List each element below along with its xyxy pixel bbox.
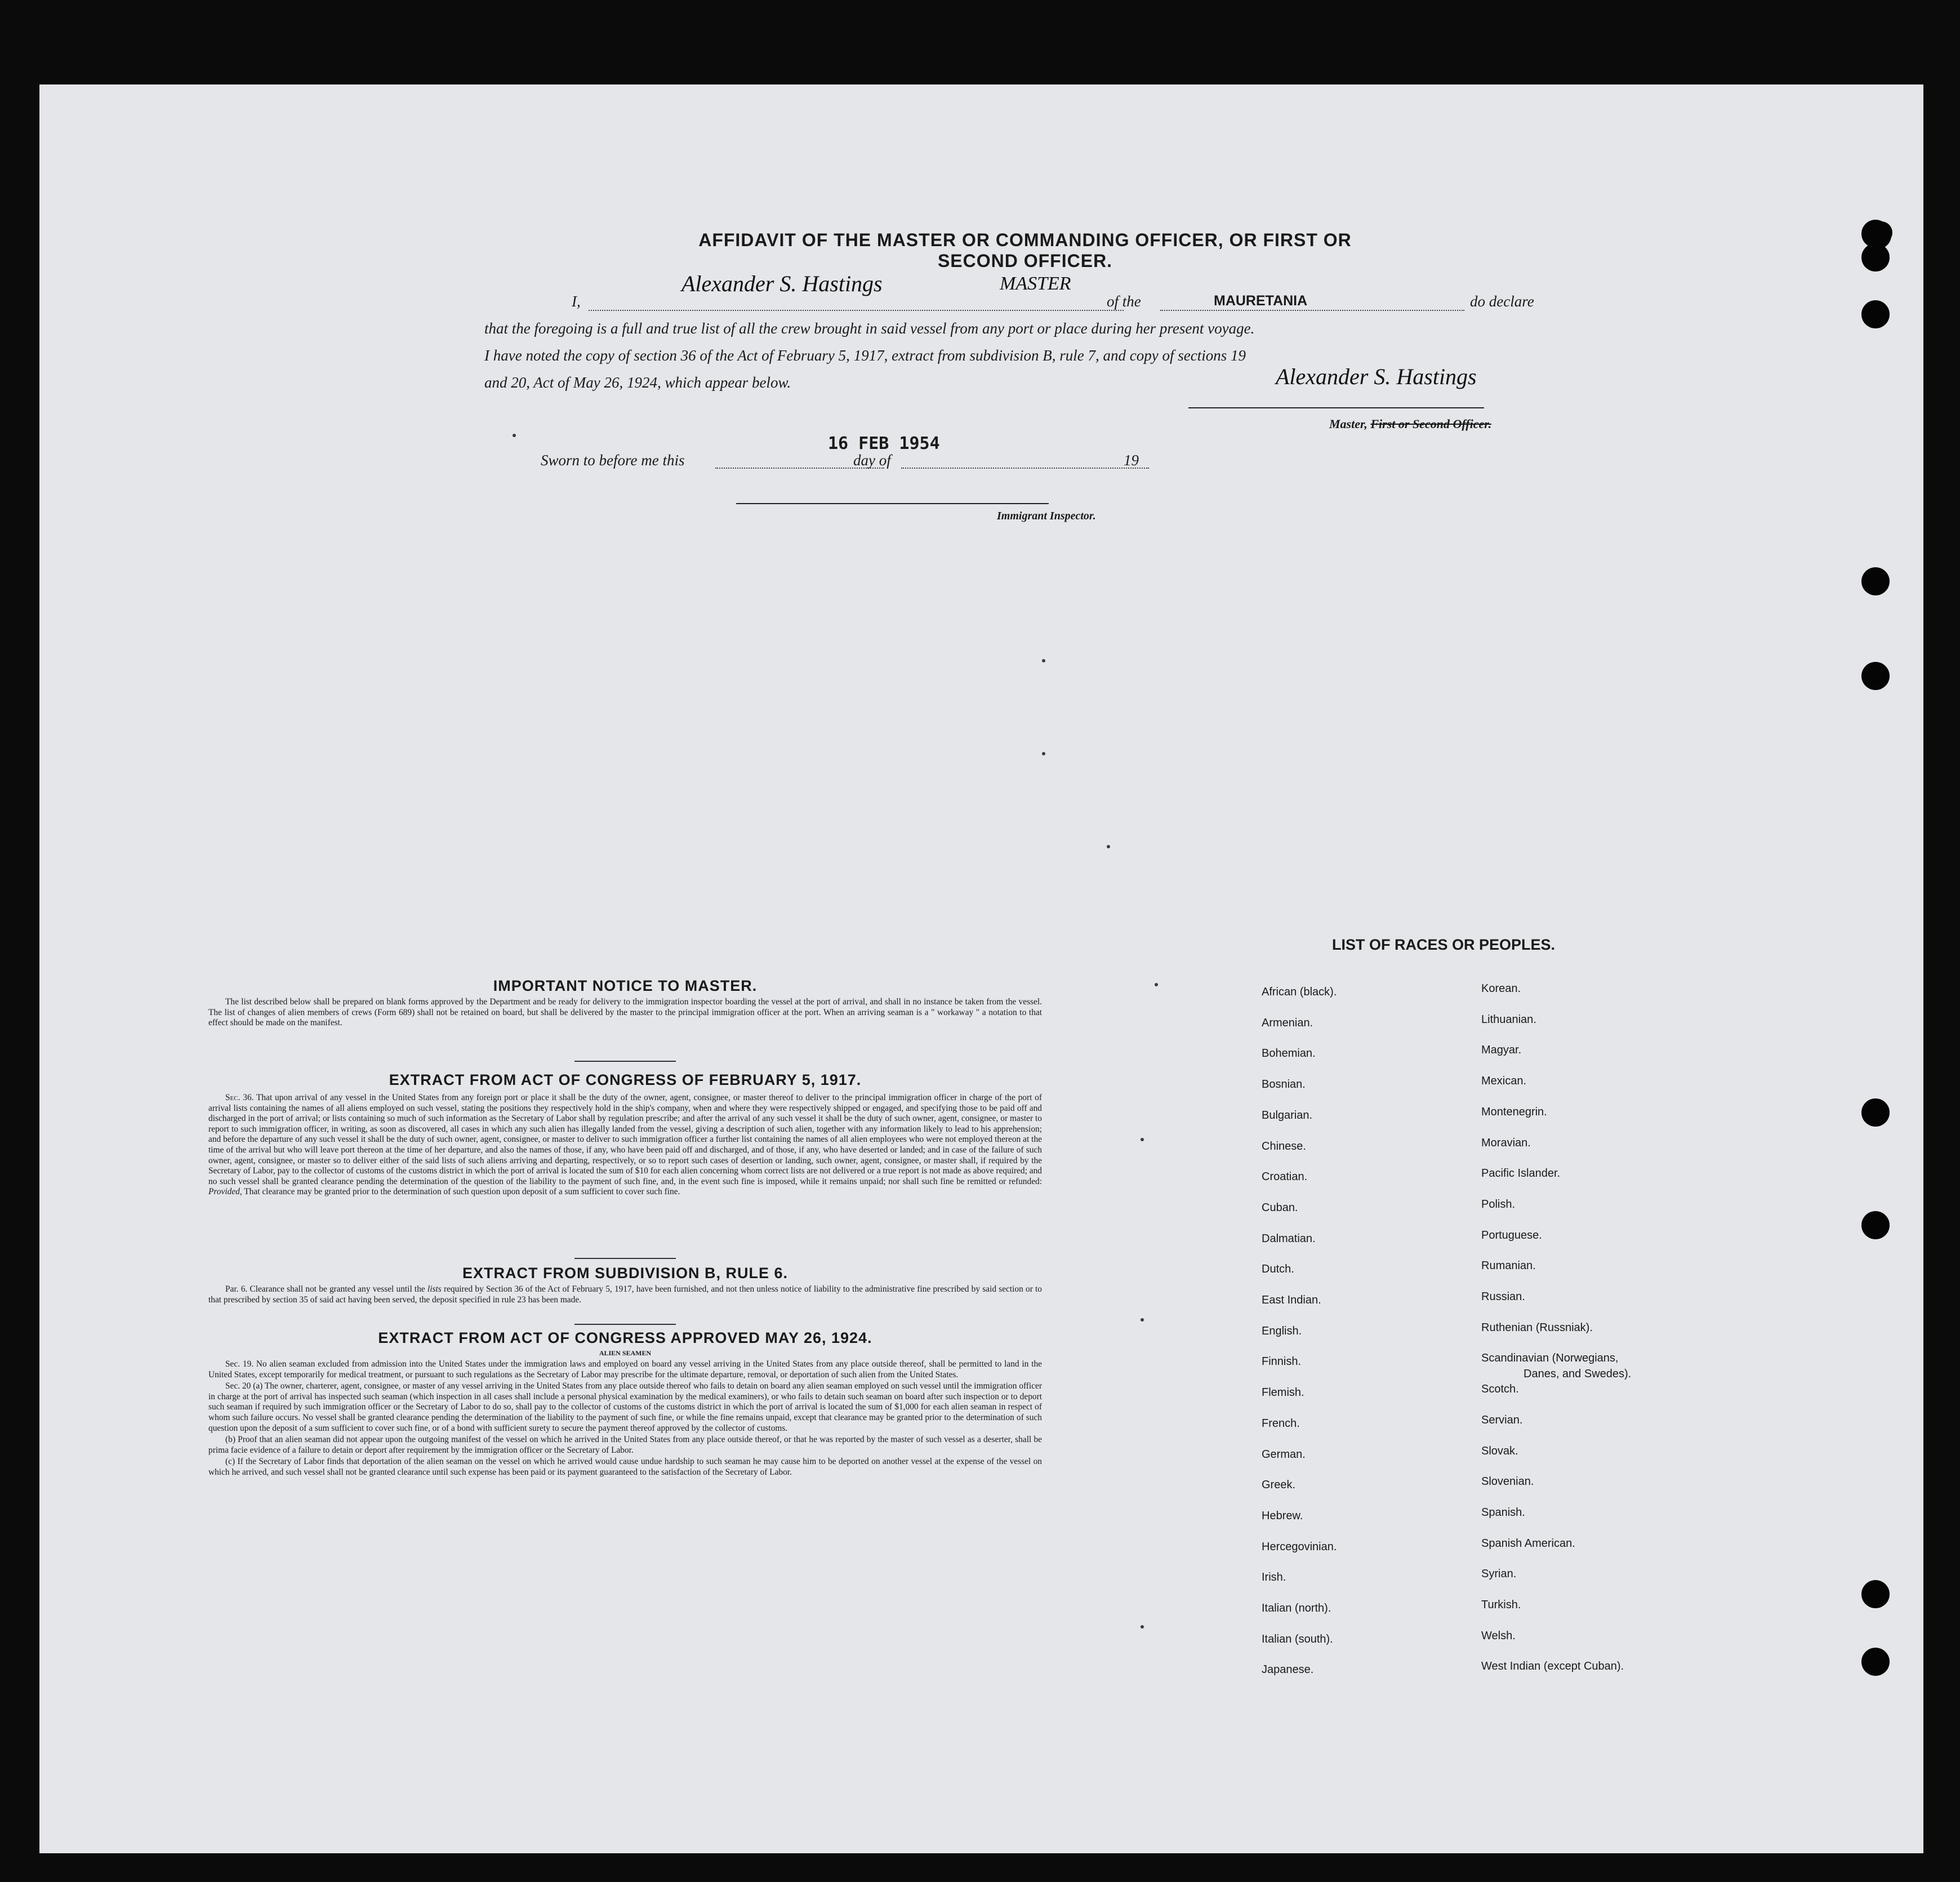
race-item: Finnish. [1262, 1355, 1302, 1368]
vessel-name: MAURETANIA [1214, 293, 1308, 309]
race-item: Hercegovinian. [1262, 1540, 1337, 1553]
master-signature-second: Alexander S. Hastings [1276, 364, 1477, 389]
sec36-label: Sec. 36. [225, 1093, 254, 1102]
race-item: Croatian. [1262, 1171, 1308, 1184]
notice-title: IMPORTANT NOTICE TO MASTER. [493, 977, 758, 994]
race-item: Lithuanian. [1481, 1013, 1536, 1026]
race-item: Servian. [1481, 1413, 1523, 1426]
race-item: Moravian. [1481, 1136, 1531, 1149]
provided-text: That clearance may be granted prior to the determination of such question upon deposit of a sum sufficient to cover such fine. [244, 1187, 680, 1197]
race-item: Pacific Islander. [1481, 1167, 1561, 1180]
race-item: Scotch. [1481, 1383, 1519, 1396]
race-item: Japanese. [1262, 1663, 1314, 1676]
extract-1924-text [208, 1359, 1042, 1479]
day-of-text: day of [853, 452, 891, 469]
punch-hole [1861, 1648, 1890, 1676]
race-item: Greek. [1262, 1479, 1296, 1492]
master-label: Master, [1329, 417, 1367, 431]
document-page [39, 84, 1923, 1853]
race-item: Portuguese. [1481, 1229, 1542, 1242]
master-signature: Alexander S. Hastings [681, 271, 883, 296]
race-item: Scandinavian (Norwegians, [1481, 1352, 1619, 1365]
provided-label: Provided, [208, 1187, 242, 1197]
affidavit-title: AFFIDAVIT OF THE MASTER OR COMMANDING OFFICER, OR FIRST OR SECOND OFFICER. [698, 230, 1352, 271]
race-item: Rumanian. [1481, 1260, 1536, 1273]
race-item: Chinese. [1262, 1140, 1306, 1153]
alien-seamen-subtitle: ALIEN SEAMEN [599, 1349, 652, 1357]
sec20a-text: Sec. 20 (a) The owner, charterer, agent, consignee, or master of any vessel arriving in the United States from any place outside thereof who fails to detain on board any alien seaman employed on such vessel until the immigration officer in charge at the port of arrival has inspected such seaman (which inspection in all cases shall include a personal physical examination by the medical examiners), or who fails to detain such seaman on board after such inspection or to deport such seaman if required by such immigration officer or the Secretary of Labor to do so, shall pay to the collector of customs of the customs district in which the port of arrival is located the sum of $1,000 for each alien seaman in respect of whom such failure occurs. No vessel shall be granted clearance pending the determination of the liability to the payment of such fine, or while the fine remains unpaid, except that clearance may be granted prior to the determination of such question upon the deposit of a sum sufficient to cover such fine, or of a bond with sufficient surety to secure the payment thereof approved by the collector of customs. [208, 1381, 1042, 1433]
struck-officer-label: First or Second Officer. [1370, 417, 1492, 431]
race-item: African (black). [1262, 986, 1337, 998]
race-item: Cuban. [1262, 1201, 1298, 1214]
race-item: Italian (north). [1262, 1602, 1331, 1614]
race-item: Bulgarian. [1262, 1109, 1313, 1122]
race-item: French. [1262, 1417, 1300, 1430]
extract-1917-text [208, 1093, 1042, 1199]
race-item: Welsh. [1481, 1629, 1516, 1642]
affidavit-line1-prefix: I, [572, 293, 581, 310]
race-item: Slovenian. [1481, 1475, 1534, 1488]
punch-hole [1861, 300, 1890, 328]
race-item: Spanish. [1481, 1506, 1525, 1519]
punch-hole [1861, 662, 1890, 690]
punch-hole [1861, 243, 1890, 272]
race-item: Mexican. [1481, 1075, 1527, 1088]
race-item: German. [1262, 1448, 1306, 1461]
sec19-text: Sec. 19. No alien seaman excluded from admission into the United States under the immigration laws and employed on board any vessel arriving in the United States from any place outside thereof, shall be permitted to land in the United States, except temporarily for medical treatment, or pursuant to such regulations as the Secretary of Labor may prescribe for the ultimate departure, removal, or deportation of such alien from the United States. [208, 1359, 1042, 1380]
race-item: Bohemian. [1262, 1047, 1316, 1060]
race-item: Ruthenian (Russniak). [1481, 1321, 1593, 1334]
notice-text [208, 997, 1042, 1030]
races-title: LIST OF RACES OR PEOPLES. [1332, 936, 1556, 953]
race-item: Korean. [1481, 982, 1521, 995]
affidavit-line2: that the foregoing is a full and true list of all the crew brought in said vessel from any port or place during her present voyage. [484, 320, 1255, 337]
punch-hole [1861, 1211, 1890, 1239]
sec20c-text: (c) If the Secretary of Labor finds that deportation of the alien seaman on the vessel on which he arrived would cause undue hardship to such seaman he may cause him to be deported on another vessel at the expense of the vessel on which he arrived, and such vessel shall not be granted clearance until such expense has been paid or its payment guaranteed to the satisfaction of the Secretary of Labor. [208, 1457, 1042, 1477]
inspector-label: Immigrant Inspector. [997, 510, 1096, 522]
punch-hole [1861, 1098, 1890, 1127]
race-item: Syrian. [1481, 1568, 1517, 1581]
race-item: Flemish. [1262, 1386, 1304, 1399]
race-right-continuation: Danes, and Swedes). [1524, 1368, 1632, 1380]
affidavit-line3: I have noted the copy of section 36 of the Act of February 5, 1917, extract from subdivision B, rule 7, and copy of sections 19 [484, 347, 1246, 364]
race-item: Bosnian. [1262, 1078, 1306, 1091]
race-item: Dalmatian. [1262, 1232, 1316, 1245]
subdivision-text [208, 1284, 1042, 1306]
extract-1924-title: EXTRACT FROM ACT OF CONGRESS APPROVED MAY 26, 1924. [378, 1329, 872, 1346]
race-item: East Indian. [1262, 1294, 1321, 1306]
subdivision-text-a: Par. 6. Clearance shall not be granted any vessel until the [225, 1284, 425, 1294]
race-item: Russian. [1481, 1291, 1525, 1303]
race-item: Dutch. [1262, 1263, 1294, 1276]
sec36-text: That upon arrival of any vessel in the United States from any foreign port or place it shall be the duty of the owner, agent, consignee, or master thereof to deliver to the principal immigration officer in charge of the port of arrival lists containing the names of all aliens employed on such vessel, stating the positions they respectively hold in the ship's company, when and where they were respectively shipped or engaged, and specifying those to be paid off and discharged in the port of arrival; or lists containing so much of such information as the Secretary of Labor shall by regulation prescribe; and after the arrival of any such vessel it shall be the duty of such owner, agent, consignee, or master to report to such immigration officer, in writing, as soon as discovered, all cases in which any such alien has illegally landed from the vessel, giving a description of such alien, together with any information likely to lead to his apprehension; and before the departure of any such vessel it shall be the duty of such owner, agent, consignee, or master to deliver to such immigration officer a further list containing the names of all alien employees who were not employed thereon at the time of the arrival but who will leave port thereon at the time of her departure, and also the names of those, if any, who have been paid off and discharged, and of those, if any, who have deserted or landed; and in case of the failure of such owner, agent, consignee, or master so to deliver either of the said lists of such aliens arriving and departing, respectively, or so to report such cases of desertion or landing, such owner, agent, consignee, or master shall, if required by the Secretary of Labor, pay to the collector of customs of the customs district in which the port of arrival is located the sum of $10 for each alien concerning whom correct lists are not delivered or a true report is not made as above required; and no such vessel shall be granted clearance pending the determination of the question of the liability to the payment of such fine, and, in the event such fine is imposed, while it remains unpaid; nor shall such fine be remitted or refunded: [208, 1093, 1042, 1186]
extract-1917-title: EXTRACT FROM ACT OF CONGRESS OF FEBRUARY 5, 1917. [389, 1071, 862, 1088]
race-item: Magyar. [1481, 1044, 1522, 1057]
subdivision-text-b: required by Section 36 of the Act of February 5, 1917, have been furnished, and not then unless notice of liability to the administrative fine prescribed by said section or to that prescribed by section 35 of said act having been served, the deposit specified in rule 23 has been made. [208, 1284, 1042, 1305]
rank-handwritten: MASTER [1000, 273, 1071, 294]
sworn-prefix: Sworn to before me this [541, 452, 685, 469]
race-item: Armenian. [1262, 1016, 1313, 1029]
race-item: Hebrew. [1262, 1509, 1303, 1522]
race-item: Irish. [1262, 1571, 1286, 1584]
race-item: Polish. [1481, 1198, 1516, 1211]
of-the-text: of the [1107, 293, 1141, 310]
year-prefix: 19 [1124, 452, 1139, 469]
affidavit-line4: and 20, Act of May 26, 1924, which appear below. [484, 374, 791, 391]
subdivision-title: EXTRACT FROM SUBDIVISION B, RULE 6. [462, 1265, 789, 1282]
race-item: Spanish American. [1481, 1537, 1575, 1550]
race-item: West Indian (except Cuban). [1481, 1660, 1624, 1673]
do-declare-text: do declare [1470, 293, 1534, 310]
race-item: Montenegrin. [1481, 1105, 1547, 1118]
date-stamp: 16 FEB 1954 [828, 434, 940, 453]
race-item: Italian (south). [1262, 1632, 1333, 1645]
punch-hole [1861, 1580, 1890, 1608]
punch-hole [1861, 567, 1890, 595]
lists-word: lists [427, 1284, 442, 1294]
race-item: Slovak. [1481, 1444, 1518, 1457]
notice-paragraph: The list described below shall be prepared on blank forms approved by the Department and be ready for delivery to the immigration inspector boarding the vessel at the port of arrival, and shall in no instance be taken from the vessel. The list of changes of alien members of crews (Form 689) shall not be retained on board, but shall be delivered by the master to the principal immigration officer at the port. When an arriving seaman is a " workaway " a notation to that effect should be made on the manifest. [208, 997, 1042, 1028]
sec20b-text: (b) Proof that an alien seaman did not appear upon the outgoing manifest of the vessel on which he arrived in the United States from any place outside thereof, or that he was reported by the master of such vessel as a deserter, shall be prima facie evidence of a failure to detain or deport after requirement by the immigration officer or the Secretary of Labor. [208, 1435, 1042, 1455]
race-item: English. [1262, 1324, 1302, 1337]
race-item: Turkish. [1481, 1599, 1521, 1611]
